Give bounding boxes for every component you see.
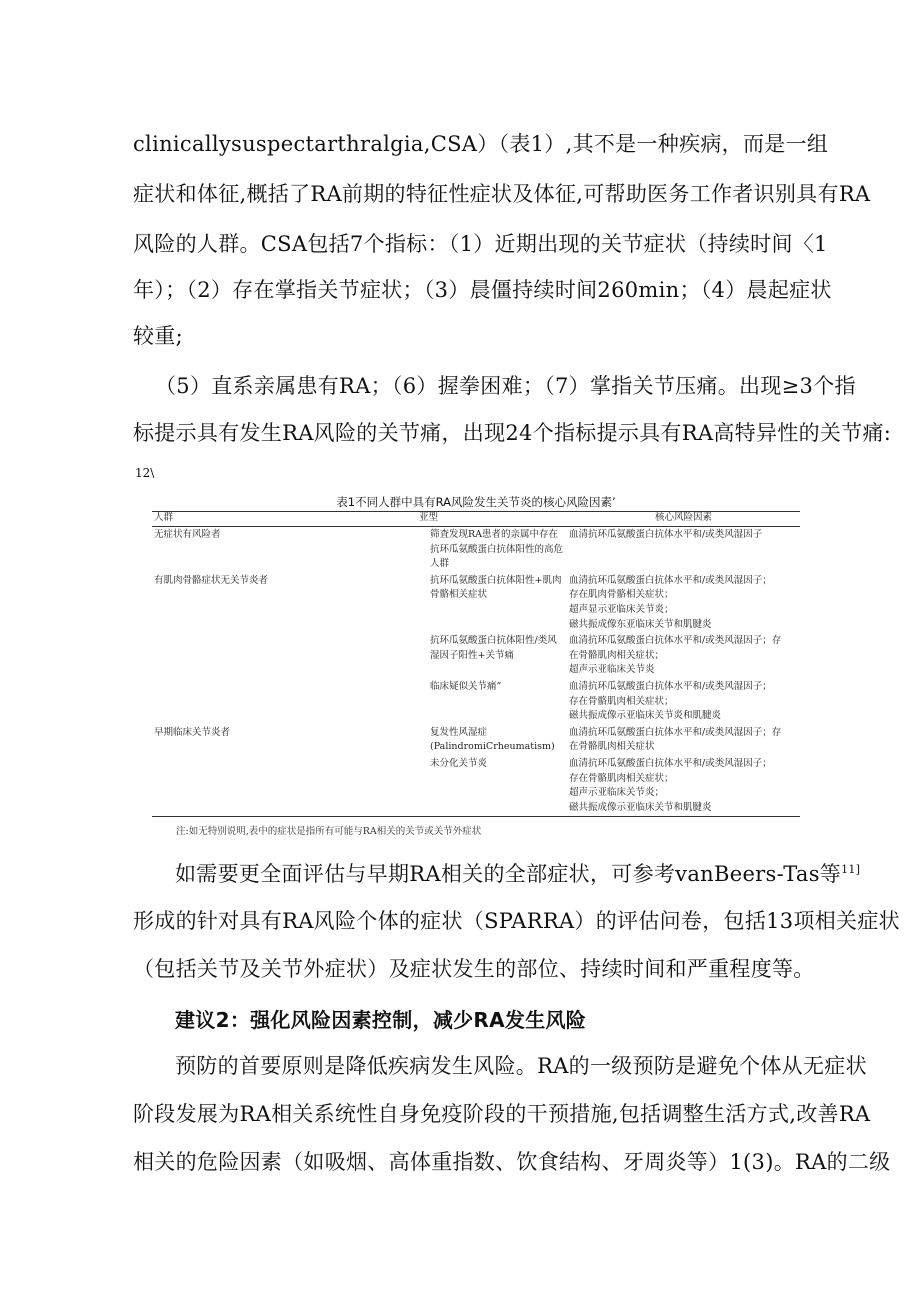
table-note: 注:如无特别说明,表中的症状是指所有可能与RA相关的关节或关节外症状 (176, 826, 482, 837)
header-group: 人群 (152, 511, 290, 527)
paragraph1-line3: 风险的人群。CSA包括7个指标：（1）近期出现的关节症状（持续时间〈1 (133, 232, 828, 256)
cell-group: 有肌肉骨骼症状无关节炎者 (154, 574, 269, 586)
table-row (152, 633, 800, 679)
paragraph1-line1: clinicallysuspectarthralgia,CSA）（表1）,其不是一种疾病，而是一组 (133, 132, 829, 156)
paragraph4-line2: 阶段发展为RA相关系统性自身免疫阶段的干预措施,包括调整生活方式,改善RA (133, 1102, 871, 1126)
cell-factors: 血清抗环瓜氨酸蛋白抗体水平和/或类风湿因子；存 在骨骼肌肉相关症状 (569, 726, 782, 753)
paragraph1-line4: 年）；（2）存在掌指关节症状；（3）晨僵持续时间260min；（4）晨起症状 (133, 278, 832, 302)
table-row (152, 756, 800, 817)
reference-superscript: 11] (841, 863, 861, 876)
citation-mark: 12\ (135, 466, 155, 480)
cell-factors: 血清抗环瓜氨酸蛋白抗体水平和/或类风湿因子；存 在骨骼肌肉相关症状； 超声示亚临床关节炎 (569, 635, 782, 676)
cell-factors: 血清抗环瓜氨酸蛋白抗体水平和/或类风湿因子； 存在骨骼肌肉相关症状； 磁共振成像示亚临床关节炎和肌腱炎 (569, 680, 772, 722)
paragraph1-line5: 较重; (133, 324, 183, 348)
cell-subtype: 未分化关节炎 (290, 756, 567, 817)
cell-factors: 血清抗环瓜氨酸蛋白抗体水平和/或类风湿因子； 存在肌肉骨骼相关症状； 超声显示亚临床关节炎； 磁共振成像东亚临床关节和肌腱炎 (569, 574, 772, 630)
cell-subtype: 复发性风湿症(PalindromiCrheumatism) (430, 726, 555, 753)
cell-group (152, 679, 290, 725)
table-header-row (152, 511, 800, 527)
cell-subtype: 抗环瓜氨酸蛋白抗体阳性+肌肉骨骼相关症状 (430, 574, 562, 601)
paragraph3-line3: （包括关节及关节外症状）及症状发生的部位、持续时间和严重程度等。 (133, 957, 815, 981)
paragraph3-line1-text: 如需要更全面评估与早期RA相关的全部症状，可参考vanBeers-Tas等 (175, 862, 842, 886)
risk-factor-table (152, 511, 800, 817)
table-row (152, 679, 800, 725)
paragraph1-line2: 症状和体征,概括了RA前期的特征性症状及体征,可帮助医务工作者识别具有RA (133, 182, 871, 206)
table-caption: 表1不同人群中具有RA风险发生关节炎的核心风险因素’ (336, 495, 616, 509)
paragraph2-line1: （5）直系亲属患有RA；（6）握拳困难；（7）掌指关节压痛。出现≥3个指 (155, 374, 856, 398)
cell-subtype: 抗环瓜氨酸蛋白抗体阳性/类风湿因子阳性+关节痛 (430, 635, 557, 661)
cell-factors: 血清抗环瓜氨酸蛋白抗体水平和/或类风湿因子； 存在骨骼肌肉相关症状； 超声示亚临床关节炎； 磁共振成像示亚临床关节和肌腱炎 (567, 756, 800, 817)
header-subtype: 亚型 (290, 511, 567, 527)
section-heading: 建议2：强化风险因素控制，减少RA发生风险 (175, 1008, 587, 1032)
cell-group: 早期临床关节炎者 (154, 726, 231, 738)
cell-subtype: 筛査发现RA患者的亲属中存在抗环瓜氨酸蛋白抗体阳性的高危 人群 (430, 529, 564, 570)
cell-factors: 血清抗环瓜氨酸蛋白抗体水平和/或类风湿因子 (569, 529, 763, 540)
cell-group (152, 756, 290, 817)
table-row (152, 725, 800, 756)
paragraph2-line2: 标提示具有发生RA风险的关节痛，出现24个指标提示具有RA高特异性的关节痛: (133, 421, 892, 445)
table-row (152, 527, 800, 573)
cell-group (152, 633, 290, 679)
paragraph3-line1 (175, 858, 860, 888)
paragraph4-line1: 预防的首要原则是降低疾病发生风险。RA的一级预防是避免个体从无症状 (175, 1054, 867, 1078)
paragraph4-line3: 相关的危险因素（如吸烟、高体重指数、饮食结构、牙周炎等）1(3)。RA的二级 (133, 1150, 891, 1174)
cell-subtype: 临床疑似关节痛” (430, 680, 502, 692)
paragraph3-line2: 形成的针对具有RA风险个体的症状（SPARRA）的评估问卷，包括13项相关症状 (133, 909, 900, 933)
cell-group: 无症状有风险者 (154, 529, 221, 540)
table-row (152, 573, 800, 633)
header-factors: 核心风险因素 (567, 511, 800, 527)
